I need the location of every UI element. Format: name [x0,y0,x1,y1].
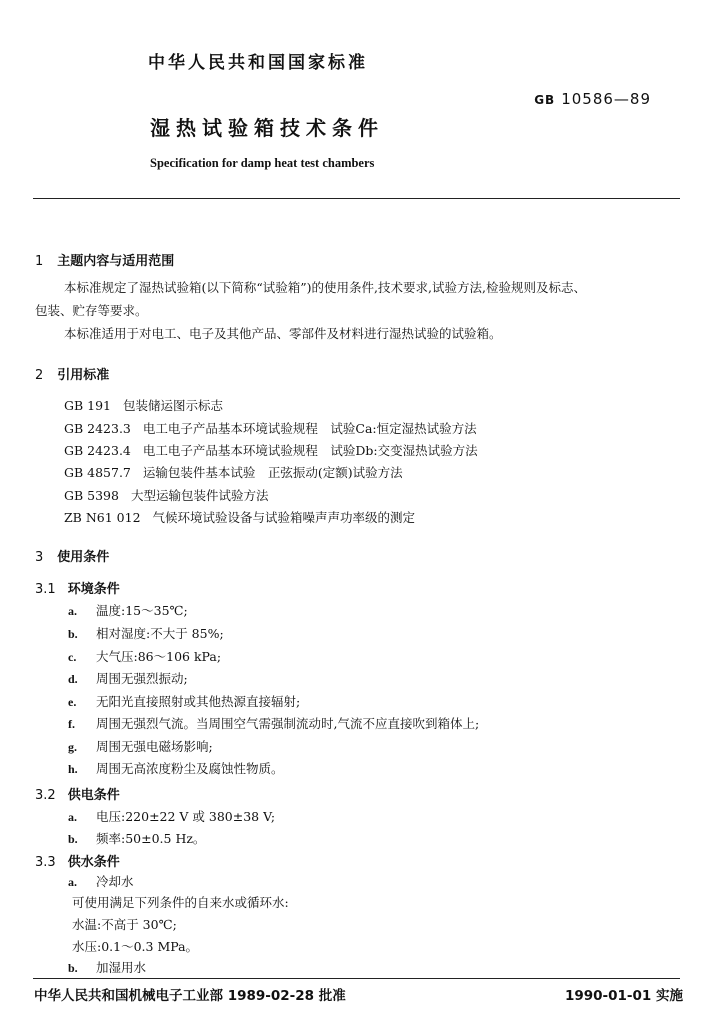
list-item: d. 周围无强烈振动; [68,671,188,686]
list-item: a. 冷却水 [68,874,134,889]
list-item: a. 温度:15～35℃; [68,603,188,618]
implementation-date: 1990-01-01 实施 [564,988,683,1004]
section-1-heading: 1 主题内容与适用范围 [35,254,175,269]
reference-item: ZB N61 012 气候环境试验设备与试验箱噪声声功率级的测定 [64,510,416,525]
document-title-cn: 湿热试验箱技术条件 [150,116,384,140]
standard-name: 中华人民共和国国家标准 [148,53,368,73]
list-item: f. 周围无强烈气流。当周围空气需强制流动时,气流不应直接吹到箱体上; [68,716,480,731]
list-item: g. 周围无强电磁场影响; [68,739,213,754]
water-pressure: 水压:0.1～0.3 MPa。 [72,939,199,954]
approval-line: 中华人民共和国机械电子工业部 1989-02-28 批准 [34,988,346,1004]
section-1-para-1-line-2: 包装、贮存等要求。 [35,303,148,318]
list-item: c. 大气压:86～106 kPa; [68,649,222,664]
standard-code-prefix: GB [534,93,556,107]
list-item: a. 电压:220±22 V 或 380±38 V; [68,809,276,824]
standard-code [534,90,651,108]
document-title-en: Specification for damp heat test chambers [150,156,375,170]
section-3-heading: 3 使用条件 [35,550,110,565]
water-conditions-intro: 可使用满足下列条件的自来水或循环水: [72,895,289,910]
section-3-3-heading: 3.3 供水条件 [35,855,120,870]
list-item: b. 相对湿度:不大于 85%; [68,626,224,641]
footer-divider [33,978,680,979]
list-item: b. 加湿用水 [68,960,147,975]
section-3-2-heading: 3.2 供电条件 [35,788,120,803]
reference-item: GB 5398 大型运输包装件试验方法 [64,488,269,503]
list-item: b. 频率:50±0.5 Hz。 [68,831,206,846]
water-temperature: 水温:不高于 30℃; [72,917,177,932]
section-3-1-heading: 3.1 环境条件 [35,582,120,597]
section-1-para-2: 本标准适用于对电工、电子及其他产品、零部件及材料进行湿热试验的试验箱。 [64,326,502,341]
reference-item: GB 2423.4 电工电子产品基本环境试验规程 试验Db:交变湿热试验方法 [64,443,478,458]
reference-item: GB 4857.7 运输包装件基本试验 正弦振动(定额)试验方法 [64,465,403,480]
list-item: e. 无阳光直接照射或其他热源直接辐射; [68,694,301,709]
section-1-para-1-line-1: 本标准规定了湿热试验箱(以下简称“试验箱”)的使用条件,技术要求,试验方法,检验规则及标志、 [64,280,586,295]
reference-item: GB 2423.3 电工电子产品基本环境试验规程 试验Ca:恒定湿热试验方法 [64,421,477,436]
standard-code-number: 10586—89 [561,90,651,108]
list-item: h. 周围无高浓度粉尘及腐蚀性物质。 [68,761,284,776]
header-divider [33,198,680,199]
reference-item: GB 191 包装储运图示标志 [64,398,224,413]
section-2-heading: 2 引用标准 [35,368,110,383]
